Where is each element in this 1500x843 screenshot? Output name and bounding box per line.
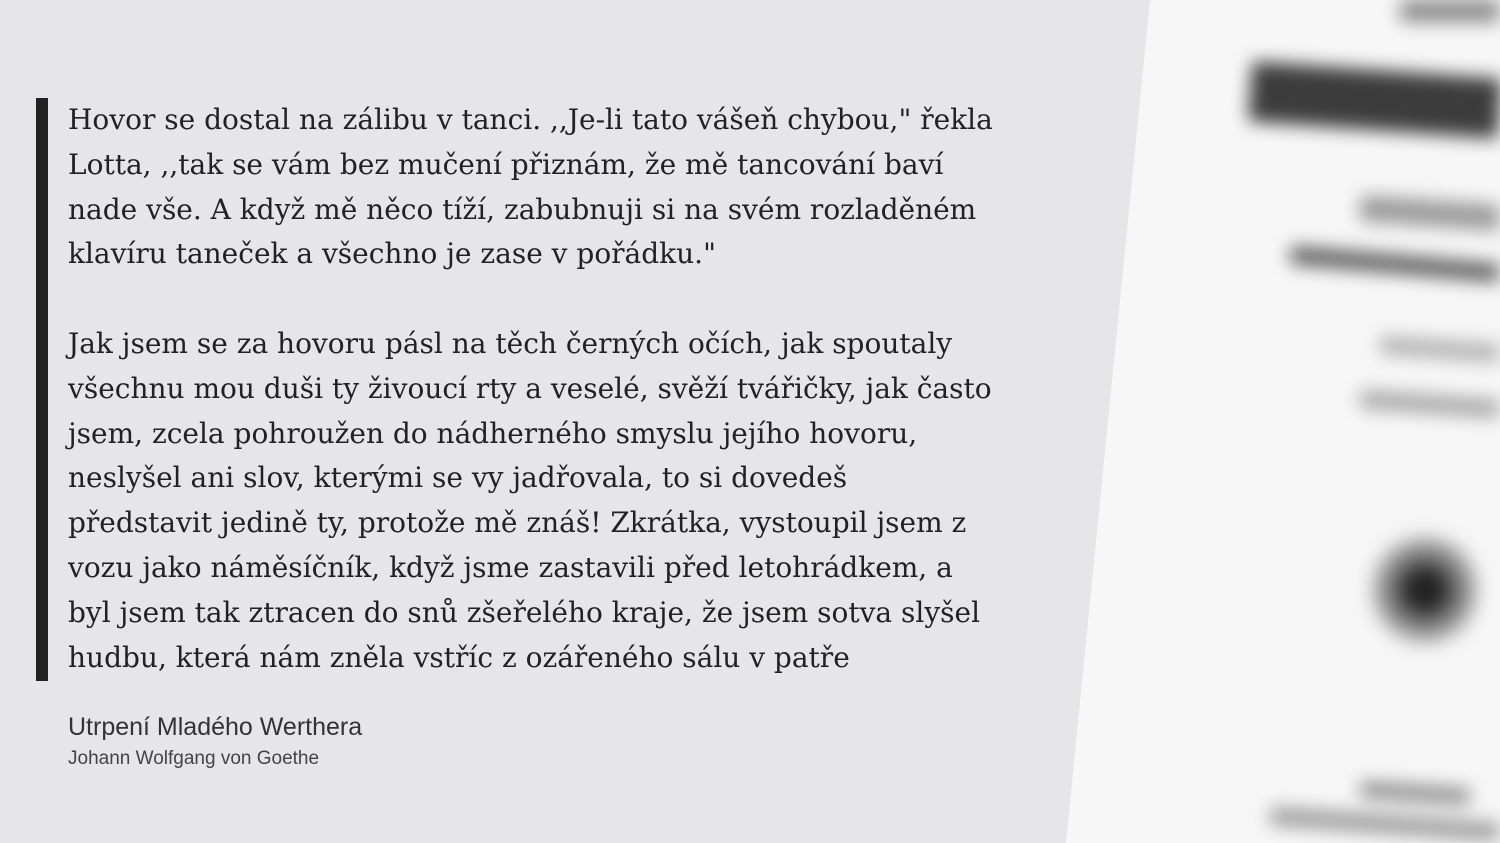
quote-paragraph-2: Jak jsem se za hovoru pásl na těch černých očích, jak spoutaly všechnu mou duši ty živoucí rty a veselé, svěží tvářičky, jak často jsem, zcela pohroužen do nádherného smyslu jejího hovoru, neslyšel ani slov, kterými se vy jadřovala, to si dovedeš představit jedině ty, protože mě znáš! Zkrátka, vystoupil jsem z vozu jako náměsíčník, když jsme zastavili před letohrádkem, a byl jsem tak ztracen do snů zšeřelého kraje, že jsem sotva slyšel hudbu, která nám zněla vstříc z ozářeného sálu v patře xyxy=(68,326,992,674)
quote-text xyxy=(68,98,993,680)
quote-source xyxy=(68,710,362,774)
book-title: Utrpení Mladého Werthera xyxy=(68,713,363,741)
book-author: Johann Wolfgang von Goethe xyxy=(68,748,320,769)
quote-paragraph-1: Hovor se dostal na zálibu v tanci. ,,Je-li tato vášeň chybou," řekla Lotta, ,,tak se vám bez mučení přiznám, že mě tancování baví nade vše. A když mě něco tíží, zabubnuji si na svém rozladěném klavíru taneček a všechno je zase v pořádku." xyxy=(68,103,993,271)
quote-accent-bar xyxy=(36,98,48,681)
